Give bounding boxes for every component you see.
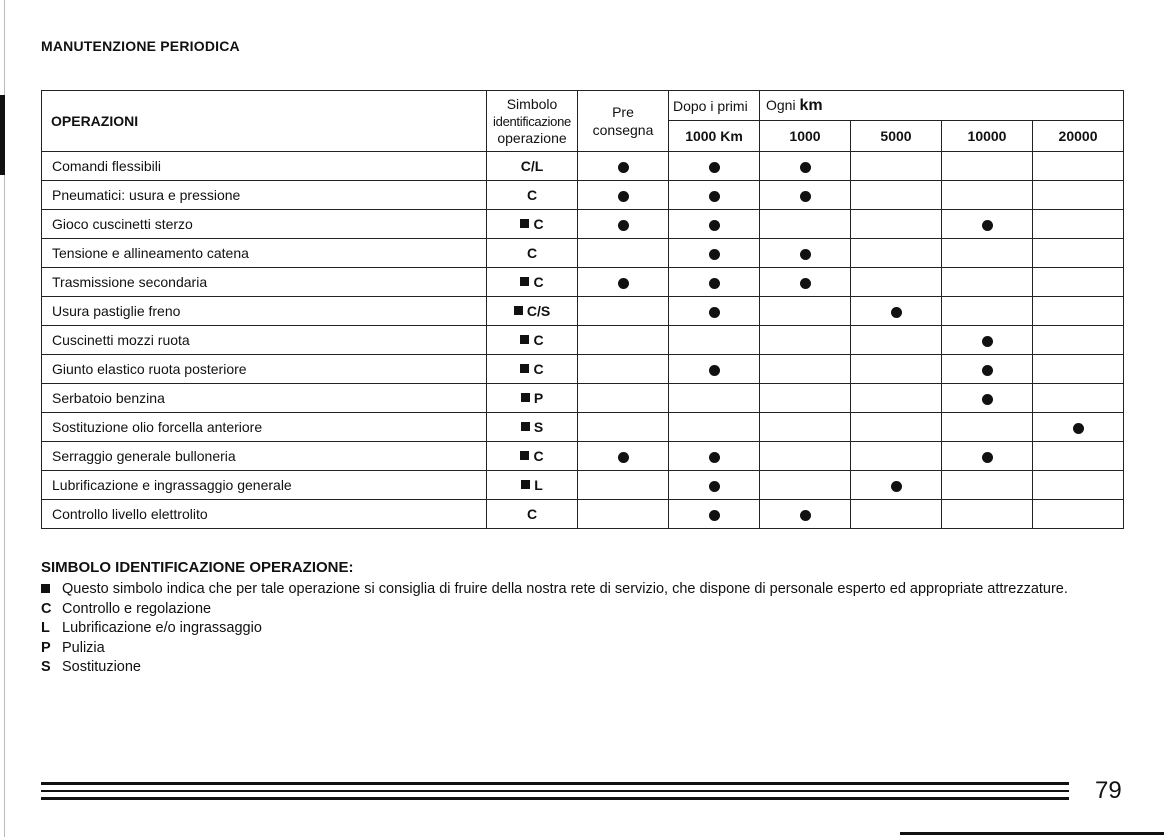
schedule-cell — [942, 297, 1033, 326]
operation-name: Serraggio generale bulloneria — [42, 442, 487, 471]
service-network-square-icon — [520, 335, 529, 344]
schedule-cell — [1033, 268, 1124, 297]
schedule-cell — [942, 413, 1033, 442]
schedule-cell — [942, 181, 1033, 210]
operation-symbol — [487, 442, 578, 471]
schedule-cell — [1033, 442, 1124, 471]
operation-name: Usura pastiglie freno — [42, 297, 487, 326]
schedule-cell — [851, 355, 942, 384]
maintenance-table — [41, 90, 1124, 529]
interval-header-5000: 5000 — [851, 121, 942, 152]
symbol-header-line: Simbolo — [506, 95, 558, 112]
schedule-cell — [578, 355, 669, 384]
scheduled-dot-icon — [618, 452, 629, 463]
schedule-cell — [760, 500, 851, 529]
operation-symbol-code: C — [533, 332, 544, 348]
schedule-cell — [851, 471, 942, 500]
service-network-square-icon — [520, 277, 529, 286]
table-row — [42, 500, 1124, 529]
schedule-cell — [669, 413, 760, 442]
operation-symbol-code: C — [533, 274, 544, 290]
scheduled-dot-icon — [709, 249, 720, 260]
scheduled-dot-icon — [982, 336, 993, 347]
legend-item — [41, 580, 1126, 600]
operation-symbol-code: C — [533, 448, 544, 464]
operation-name: Lubrificazione e ingrassaggio generale — [42, 471, 487, 500]
schedule-cell — [760, 442, 851, 471]
every-km-unit: km — [799, 96, 823, 114]
scheduled-dot-icon — [982, 220, 993, 231]
operation-name: Sostituzione olio forcella anteriore — [42, 413, 487, 442]
scheduled-dot-icon — [891, 481, 902, 492]
table-row — [42, 355, 1124, 384]
operation-name: Gioco cuscinetti sterzo — [42, 210, 487, 239]
pre-delivery-header-line: Pre — [612, 104, 634, 120]
schedule-cell — [578, 239, 669, 268]
scheduled-dot-icon — [800, 191, 811, 202]
first-km-value: 1000 Km — [669, 121, 760, 152]
schedule-cell — [578, 181, 669, 210]
legend-key: L — [41, 620, 50, 636]
legend-item — [41, 639, 1126, 659]
scheduled-dot-icon — [709, 510, 720, 521]
schedule-cell — [851, 239, 942, 268]
footer-rule — [41, 797, 1069, 800]
scheduled-dot-icon — [709, 452, 720, 463]
schedule-cell — [942, 442, 1033, 471]
scheduled-dot-icon — [800, 249, 811, 260]
table-row — [42, 326, 1124, 355]
table-row — [42, 152, 1124, 181]
schedule-cell — [851, 181, 942, 210]
every-km-prefix: Ogni — [766, 96, 796, 113]
schedule-cell — [760, 384, 851, 413]
every-km-header — [760, 91, 1124, 121]
operation-symbol-code: C — [533, 361, 544, 377]
scheduled-dot-icon — [800, 162, 811, 173]
operation-name: Tensione e allineamento catena — [42, 239, 487, 268]
schedule-cell — [851, 442, 942, 471]
operation-name: Serbatoio benzina — [42, 384, 487, 413]
schedule-cell — [851, 268, 942, 297]
operation-name: Giunto elastico ruota posteriore — [42, 355, 487, 384]
schedule-cell — [942, 210, 1033, 239]
legend-text: Controllo e regolazione — [62, 600, 212, 617]
table-row — [42, 239, 1124, 268]
legend-item — [41, 600, 1126, 620]
operation-symbol — [487, 413, 578, 442]
schedule-cell — [1033, 181, 1124, 210]
schedule-cell — [578, 152, 669, 181]
schedule-cell — [669, 239, 760, 268]
scheduled-dot-icon — [1073, 423, 1084, 434]
schedule-cell — [578, 442, 669, 471]
schedule-cell — [578, 471, 669, 500]
legend-text: Pulizia — [62, 639, 105, 656]
schedule-cell — [851, 413, 942, 442]
legend-item — [41, 658, 1126, 678]
operation-symbol — [487, 384, 578, 413]
schedule-cell — [669, 500, 760, 529]
operation-name: Pneumatici: usura e pressione — [42, 181, 487, 210]
service-network-square-icon — [520, 364, 529, 373]
interval-header-20000: 20000 — [1033, 121, 1124, 152]
schedule-cell — [669, 326, 760, 355]
scheduled-dot-icon — [709, 307, 720, 318]
table-row — [42, 413, 1124, 442]
schedule-cell — [942, 384, 1033, 413]
service-network-square-icon — [41, 584, 50, 593]
operation-name: Controllo livello elettrolito — [42, 500, 487, 529]
schedule-cell — [760, 181, 851, 210]
operation-symbol-code: C/S — [526, 303, 551, 319]
interval-header-1000: 1000 — [760, 121, 851, 152]
operation-symbol — [487, 297, 578, 326]
schedule-cell — [1033, 297, 1124, 326]
scheduled-dot-icon — [709, 220, 720, 231]
operation-symbol-code: C — [526, 245, 538, 261]
page-title: MANUTENZIONE PERIODICA — [41, 38, 240, 54]
schedule-cell — [760, 297, 851, 326]
schedule-cell — [1033, 210, 1124, 239]
pre-delivery-header — [578, 91, 669, 152]
first-km-header: Dopo i primi — [669, 91, 760, 121]
operation-symbol-code: S — [533, 419, 544, 435]
schedule-cell — [1033, 384, 1124, 413]
schedule-cell — [669, 181, 760, 210]
operation-name: Comandi flessibili — [42, 152, 487, 181]
table-row — [42, 181, 1124, 210]
service-network-square-icon — [521, 393, 530, 402]
schedule-cell — [851, 297, 942, 326]
scheduled-dot-icon — [709, 481, 720, 492]
legend-title: SIMBOLO IDENTIFICAZIONE OPERAZIONE: — [41, 559, 354, 576]
scheduled-dot-icon — [709, 191, 720, 202]
schedule-cell — [851, 326, 942, 355]
schedule-cell — [1033, 152, 1124, 181]
scheduled-dot-icon — [709, 365, 720, 376]
operation-symbol-code: P — [533, 390, 544, 406]
schedule-cell — [669, 210, 760, 239]
operation-symbol-code: C — [526, 506, 538, 522]
scheduled-dot-icon — [891, 307, 902, 318]
scheduled-dot-icon — [618, 162, 629, 173]
table-row — [42, 442, 1124, 471]
operation-symbol — [487, 181, 578, 210]
legend-list — [41, 580, 1126, 678]
bottom-edge-rule — [900, 832, 1164, 835]
symbol-header-line: identificazione — [493, 113, 571, 129]
operations-header: OPERAZIONI — [42, 91, 487, 152]
schedule-cell — [578, 413, 669, 442]
schedule-cell — [578, 297, 669, 326]
legend-key: S — [41, 659, 51, 675]
operation-symbol — [487, 471, 578, 500]
legend-text: Sostituzione — [62, 659, 141, 675]
schedule-cell — [851, 152, 942, 181]
footer-rule — [41, 782, 1069, 785]
operation-symbol-code: C — [526, 187, 538, 203]
schedule-cell — [760, 210, 851, 239]
scheduled-dot-icon — [982, 365, 993, 376]
scheduled-dot-icon — [709, 278, 720, 289]
schedule-cell — [669, 471, 760, 500]
schedule-cell — [1033, 326, 1124, 355]
scheduled-dot-icon — [800, 510, 811, 521]
schedule-cell — [942, 239, 1033, 268]
schedule-cell — [1033, 239, 1124, 268]
legend-text: Questo simbolo indica che per tale operazione si consiglia di fruire della nostra rete di servizio, che dispone di personale esperto ed appropriate attrezzature. — [62, 581, 1068, 597]
scheduled-dot-icon — [982, 394, 993, 405]
table-row — [42, 210, 1124, 239]
schedule-cell — [851, 384, 942, 413]
schedule-cell — [1033, 471, 1124, 500]
legend-key: P — [41, 639, 51, 656]
schedule-cell — [1033, 500, 1124, 529]
binding-mark — [0, 95, 5, 175]
symbol-header — [487, 91, 578, 152]
table-row — [42, 384, 1124, 413]
schedule-cell — [578, 500, 669, 529]
page-number: 79 — [1095, 777, 1122, 804]
scheduled-dot-icon — [618, 220, 629, 231]
schedule-cell — [578, 268, 669, 297]
schedule-cell — [669, 268, 760, 297]
schedule-cell — [669, 355, 760, 384]
scheduled-dot-icon — [709, 162, 720, 173]
operation-symbol — [487, 210, 578, 239]
operation-symbol-code: C — [533, 216, 544, 232]
schedule-cell — [760, 471, 851, 500]
schedule-cell — [942, 500, 1033, 529]
operation-symbol — [487, 326, 578, 355]
schedule-cell — [1033, 413, 1124, 442]
maintenance-table-body — [42, 152, 1124, 529]
schedule-cell — [669, 152, 760, 181]
schedule-cell — [851, 210, 942, 239]
schedule-cell — [760, 239, 851, 268]
pre-delivery-header-line: consegna — [592, 122, 654, 138]
symbol-header-line: operazione — [497, 129, 567, 146]
operation-symbol-code: C/L — [520, 158, 544, 174]
service-network-square-icon — [520, 451, 529, 460]
schedule-cell — [578, 326, 669, 355]
schedule-cell — [760, 413, 851, 442]
operation-symbol — [487, 268, 578, 297]
table-row — [42, 471, 1124, 500]
schedule-cell — [760, 268, 851, 297]
schedule-cell — [669, 442, 760, 471]
schedule-cell — [578, 384, 669, 413]
schedule-cell — [760, 326, 851, 355]
legend-text: Lubrificazione e/o ingrassaggio — [62, 620, 262, 636]
table-row — [42, 297, 1124, 326]
legend-square-icon — [41, 580, 62, 600]
operation-symbol — [487, 500, 578, 529]
operation-name: Cuscinetti mozzi ruota — [42, 326, 487, 355]
operation-symbol — [487, 239, 578, 268]
schedule-cell — [851, 500, 942, 529]
operation-symbol — [487, 355, 578, 384]
scheduled-dot-icon — [982, 452, 993, 463]
service-network-square-icon — [521, 422, 530, 431]
scheduled-dot-icon — [618, 191, 629, 202]
schedule-cell — [669, 384, 760, 413]
schedule-cell — [1033, 355, 1124, 384]
scheduled-dot-icon — [618, 278, 629, 289]
legend-item — [41, 619, 1126, 639]
service-network-square-icon — [520, 219, 529, 228]
schedule-cell — [760, 152, 851, 181]
schedule-cell — [942, 355, 1033, 384]
schedule-cell — [942, 152, 1033, 181]
schedule-cell — [578, 210, 669, 239]
table-row — [42, 268, 1124, 297]
scheduled-dot-icon — [800, 278, 811, 289]
interval-header-10000: 10000 — [942, 121, 1033, 152]
schedule-cell — [669, 297, 760, 326]
operation-symbol — [487, 152, 578, 181]
footer-rule — [41, 790, 1069, 792]
schedule-cell — [942, 326, 1033, 355]
schedule-cell — [942, 471, 1033, 500]
service-network-square-icon — [521, 480, 530, 489]
schedule-cell — [760, 355, 851, 384]
operation-name: Trasmissione secondaria — [42, 268, 487, 297]
legend-key: C — [41, 600, 52, 617]
schedule-cell — [942, 268, 1033, 297]
service-network-square-icon — [514, 306, 523, 315]
operation-symbol-code: L — [534, 477, 543, 493]
